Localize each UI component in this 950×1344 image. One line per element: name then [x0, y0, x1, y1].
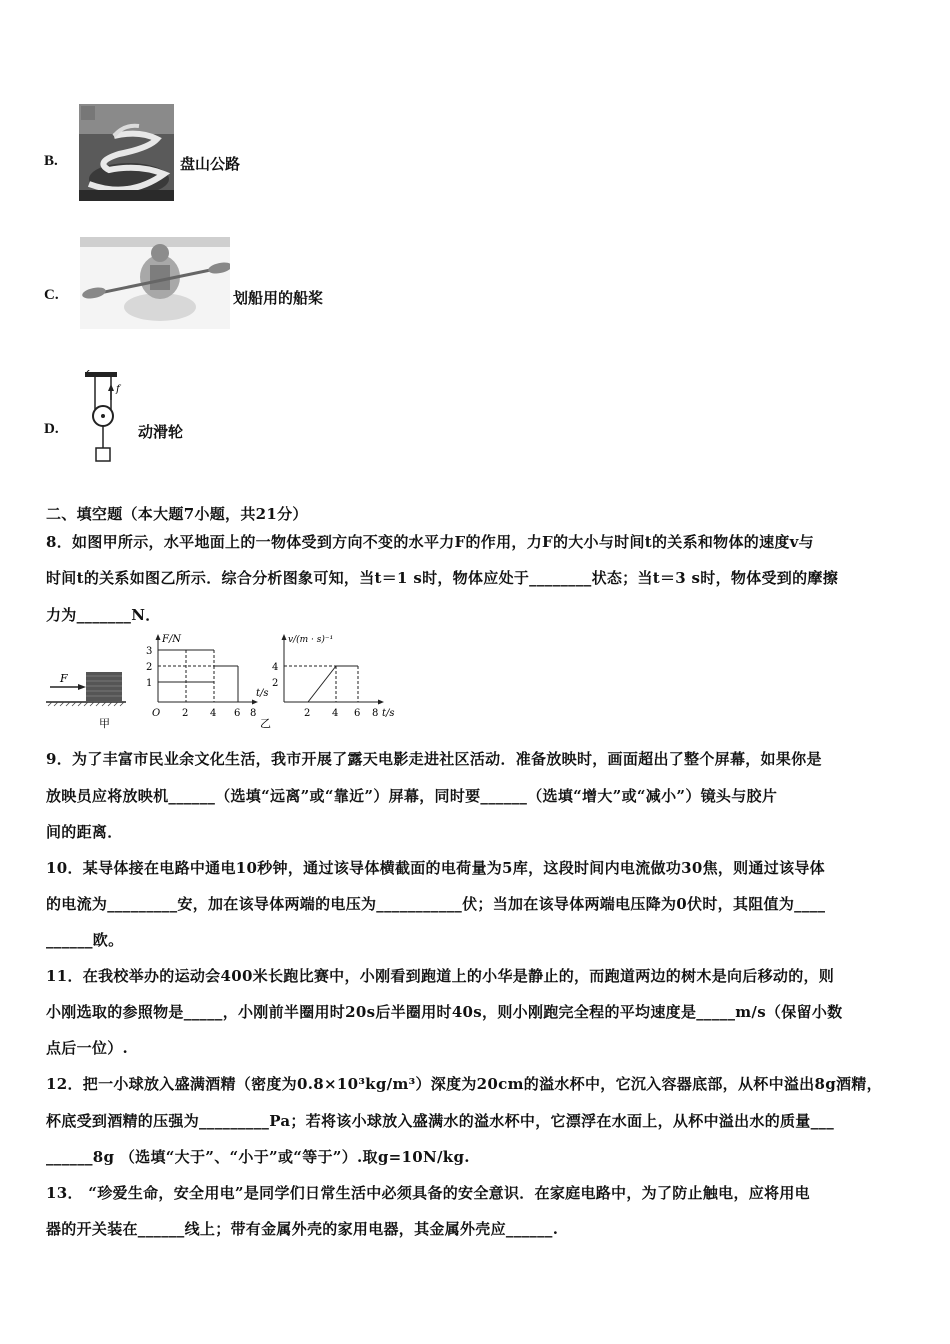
q12-line-2: 杯底受到酒精的压强为_________Pa；若将该小球放入盛满水的溢水杯中，它漂浮在水面上，从杯中溢出水的质量___	[46, 1112, 834, 1130]
v-t-xlabel: t/s	[382, 708, 395, 719]
svg-text:4: 4	[210, 708, 217, 719]
q13-line-1: 13． “珍爱生命，安全用电”是同学们日常生活中必须具备的安全意识．在家庭电路中，为了防止触电，应将用电	[46, 1184, 810, 1202]
f-t-chart	[146, 634, 269, 719]
svg-text:3: 3	[146, 646, 153, 657]
f-t-ylabel: F/N	[162, 634, 182, 645]
svg-text:4: 4	[332, 708, 339, 719]
svg-text:8: 8	[250, 708, 257, 719]
f-t-xlabel: t/s	[256, 688, 269, 699]
svg-text:f: f	[116, 384, 120, 395]
svg-text:6: 6	[234, 708, 241, 719]
svg-text:6: 6	[354, 708, 361, 719]
option-b-text: 盘山公路	[180, 155, 241, 173]
option-d-text: 动滑轮	[138, 423, 184, 441]
svg-text:4: 4	[272, 662, 279, 673]
section-title: 二、填空题（本大题7小题，共21分）	[46, 505, 308, 523]
q13-line-2: 器的开关装在______线上；带有金属外壳的家用电器，其金属外壳应______.	[46, 1220, 559, 1238]
block-diagram	[46, 672, 126, 730]
q9-line-3: 间的距离．	[46, 823, 123, 841]
q9-line-2: 放映员应将放映机______（选填“远离”或“靠近”）屏幕，同时要______（选填“增大”或“减小”）镜头与胶片	[46, 787, 778, 805]
svg-text:2: 2	[272, 678, 279, 689]
option-c-letter: C.	[44, 287, 59, 303]
v-t-ylabel: v/(m · s)⁻¹	[288, 635, 334, 645]
q10-line-2: 的电流为_________安，加在该导体两端的电压为___________伏；当加在该导体两端电压降为0伏时，其阻值为____	[46, 895, 826, 913]
q8-line-2: 时间t的关系如图乙所示．综合分析图象可知，当t＝1 s时，物体应处于________状态；当t＝3 s时，物体受到的摩擦	[46, 569, 838, 587]
svg-text:2: 2	[304, 708, 311, 719]
jia-label: 甲	[99, 717, 110, 730]
option-d-letter: D.	[44, 421, 59, 437]
q11-line-1: 11．在我校举办的运动会400米长跑比赛中，小刚看到跑道上的小华是静止的，而跑道两边的树木是向后移动的，则	[46, 967, 835, 985]
svg-text:2: 2	[182, 708, 189, 719]
q11-line-3: 点后一位）.	[46, 1039, 129, 1057]
svg-text:O: O	[152, 708, 161, 719]
q8-line-3: 力为_______N．	[46, 606, 161, 624]
option-b-letter: B.	[44, 153, 58, 169]
svg-text:8: 8	[372, 708, 379, 719]
q10-line-1: 10．某导体接在电路中通电10秒钟，通过该导体横截面的电荷量为5库，这段时间内电流做功30焦，则通过该导体	[46, 859, 825, 877]
q9-line-1: 9．为了丰富市民业余文化生活，我市开展了露天电影走进社区活动．准备放映时，画面超出了整个屏幕，如果你是	[46, 750, 822, 768]
q10-line-3: ______欧。	[46, 931, 124, 949]
q12-line-1: 12．把一小球放入盛满酒精（密度为0.8×10³kg/m³）深度为20cm的溢水杯中，它沉入容器底部，从杯中溢出8g酒精，	[46, 1075, 882, 1093]
yi-label: 乙	[260, 717, 271, 730]
svg-text:2: 2	[146, 662, 153, 673]
option-c-text: 划船用的船桨	[233, 289, 324, 307]
q8-figure	[44, 630, 404, 730]
svg-text:1: 1	[146, 678, 153, 689]
q11-line-2: 小刚选取的参照物是_____，小刚前半圈用时20s后半圈用时40s，则小刚跑完全程的平均速度是_____m/s（保留小数	[46, 1003, 843, 1021]
q12-line-3: ______8g （选填“大于”、“小于”或“等于”）.取g=10N/kg.	[46, 1148, 470, 1166]
rowing-oar-photo	[80, 237, 230, 329]
movable-pulley-diagram	[83, 370, 131, 466]
force-label: F	[60, 672, 68, 685]
mountain-road-photo	[79, 104, 174, 201]
v-t-chart	[260, 634, 395, 730]
q8-line-1: 8．如图甲所示，水平地面上的一物体受到方向不变的水平力F的作用，力F的大小与时间t的关系和物体的速度v与	[46, 533, 814, 551]
